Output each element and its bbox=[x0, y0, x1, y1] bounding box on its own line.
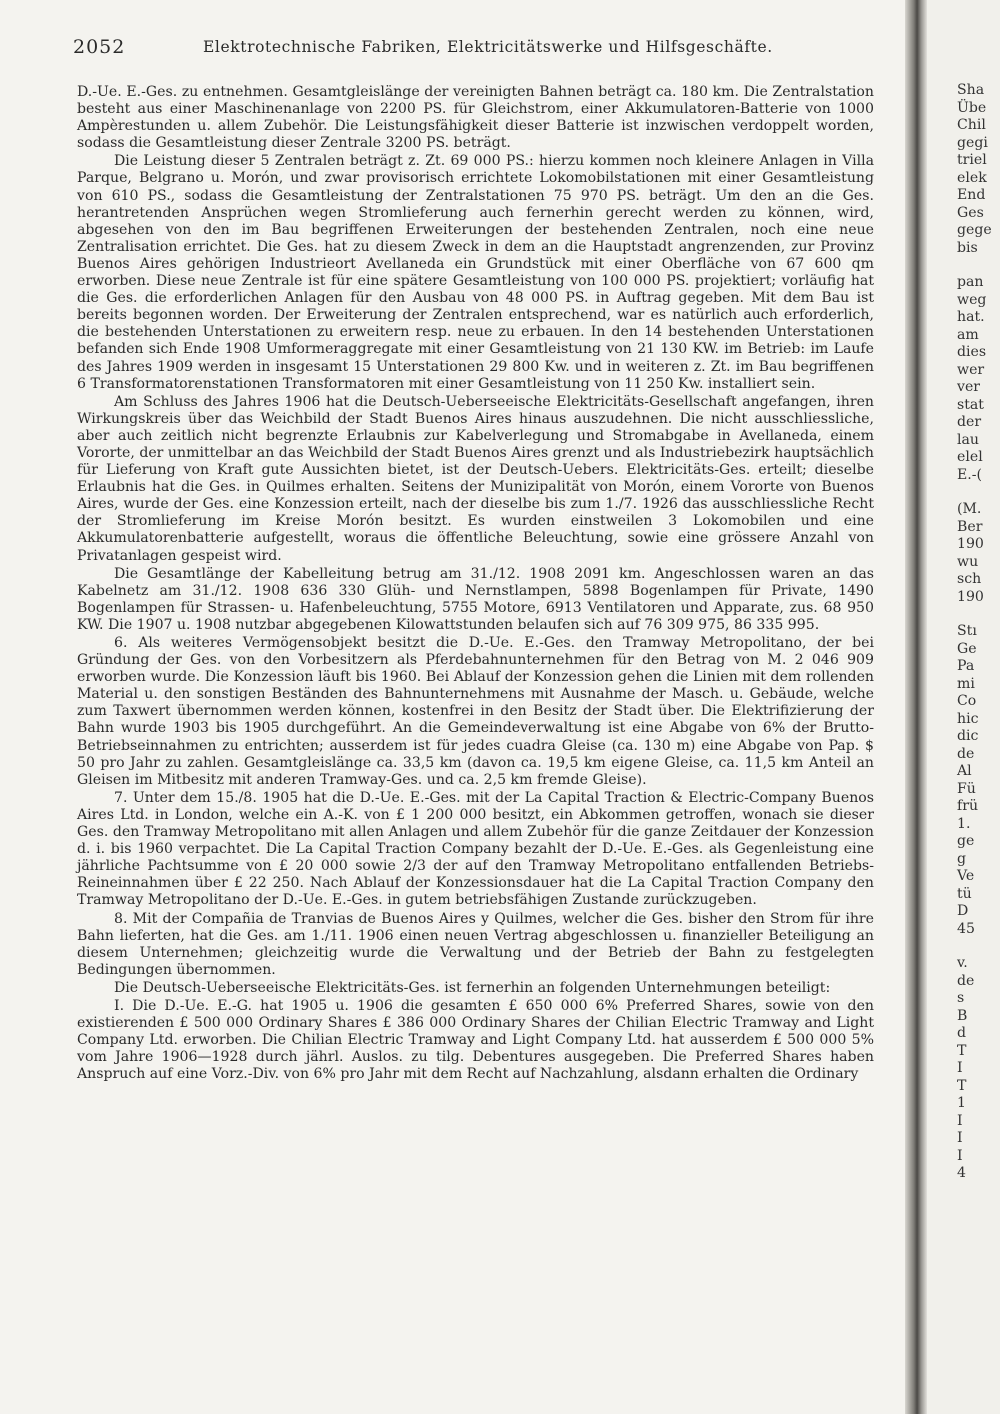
adjacent-page-fragment: Ve bbox=[957, 868, 975, 884]
adjacent-page-fragment: Ges bbox=[957, 204, 984, 221]
paragraph-8: Die Deutsch-Ueberseeische Elektricitäts-Ges. ist fernerhin an folgenden Unternehmungen beteiligt: bbox=[114, 979, 831, 996]
adjacent-page-fragment: tü bbox=[957, 885, 972, 902]
adjacent-page-fragment: ge bbox=[957, 833, 975, 849]
adjacent-page-fragment: 190 bbox=[957, 536, 984, 552]
running-head: Elektrotechnische Fabriken, Elektricitätswerke und Hilfsgeschäfte. bbox=[203, 38, 773, 56]
adjacent-page-fragment: 1. bbox=[957, 815, 971, 832]
adjacent-page-fragment: hic bbox=[957, 710, 979, 727]
adjacent-page-fragment: mi bbox=[957, 675, 975, 692]
book-gutter bbox=[905, 0, 927, 1414]
adjacent-page-fragment: d bbox=[957, 1025, 967, 1041]
page-number: 2052 bbox=[73, 36, 126, 58]
paragraph-9: I. Die D.-Ue. E.-G. hat 1905 u. 1906 die gesamten £ 650 000 6% Preferred Shares, sowie von den existierenden £ 500 000 Ordinary Shares £ 386 000 Ordinary Shares der Chilian Electric Tramway and Light Company Ltd. erworben. Die Chilian Electric Tramway and Light Company Ltd. hat ausserdem £ 500 000 5% vom Jahre 1906—1928 durch jährl. Auslos. zu tilg. Debentures ausgegeben. Die Preferred Shares haben Anspruch auf eine Vorz.-Div. von 6% pro Jahr mit dem Recht auf Nachzahlung, alsdann erhalten die Ordinary bbox=[77, 997, 874, 1083]
adjacent-page-fragment: de bbox=[957, 745, 975, 762]
adjacent-page-fragment: I bbox=[957, 1060, 963, 1076]
adjacent-page-fragment: sch bbox=[957, 571, 982, 587]
adjacent-page-fragment: pan bbox=[957, 274, 984, 290]
adjacent-page-fragment: 45 bbox=[957, 920, 975, 937]
adjacent-page-fragment: Sha bbox=[957, 82, 985, 98]
adjacent-page-fragment: Fü bbox=[957, 780, 976, 797]
adjacent-page-edge bbox=[927, 0, 1000, 1414]
adjacent-page-fragment: g bbox=[957, 850, 967, 867]
adjacent-page-fragment: Co bbox=[957, 693, 977, 709]
adjacent-page-fragment: weg bbox=[957, 291, 987, 308]
adjacent-page-fragment: gegi bbox=[957, 134, 988, 151]
adjacent-page-fragment: bis bbox=[957, 239, 978, 256]
adjacent-page-fragment: gege bbox=[957, 222, 992, 238]
adjacent-page-fragment: am bbox=[957, 326, 979, 343]
paragraph-5: 6. Als weiteres Vermögensobjekt besitzt die D.-Ue. E.-Ges. den Tramway Metropolitano, der bei Gründung der Ges. von den Vorbesitzern als Pferdebahnunternehmen für den Betrag von M. 2 046 909 erworben wurde. Die Konzession läuft bis 1960. Bei Ablauf der Konzession gehen die Linien mit dem rollenden Material u. den sonstigen Beständen des Bahnunternehmens mit Ausnahme der Masch. u. Gebäude, welche zum Taxwert übernommen werden können, kostenfrei in den Besitz der Stadt über. Die Elektrifizierung der Bahn wurde 1903 bis 1905 durchgeführt. An die Gemeindeverwaltung ist eine Abgabe von 6% der Brutto-Betriebseinnahmen zu entrichten; ausserdem ist für jedes cuadra Gleise (ca. 130 m) eine Abgabe von Pap. $ 50 pro Jahr zu zahlen. Gesamtgleislänge ca. 33,5 km (davon ca. 19,5 km eigene Gleise, ca. 11,5 km Anteil an Gleisen im Mitbesitz mit anderen Tramway-Ges. und ca. 2,5 km fremde Gleise). bbox=[77, 635, 874, 788]
adjacent-page-fragment: dies bbox=[957, 344, 987, 360]
adjacent-page-fragment: Al bbox=[957, 763, 972, 779]
adjacent-page-fragment: wu bbox=[957, 553, 979, 570]
adjacent-page-fragment: Übe bbox=[957, 99, 987, 116]
paragraph-3: Am Schluss des Jahres 1906 hat die Deutsch-Ueberseeische Elektricitäts-Gesellschaft angefangen, ihren Wirkungskreis über das Weichbild der Stadt Buenos Aires hinaus auszudehnen. Die nicht ausschliessliche, aber auch zeitlich nicht begrenzte Erlaubnis zur Kabelverlegung und Stromabgabe in Avellaneda, einem Vororte, der unmittelbar an das Weichbild der Stadt Buenos Aires grenzt und als Industriebezirk hauptsächlich für Lieferung von Kraft gute Aussichten bietet, ist der Deutsch-Uebers. Elektricitäts-Ges. erteilt; dieselbe Erlaubnis hat die Ges. in Quilmes erhalten. Seitens der Munizipalität von Morón, einem Vororte von Buenos Aires, wurde der Ges. eine Konzession erteilt, nach der dieselbe bis zum 1./7. 1926 das ausschliessliche Recht der Stromlieferung im Kreise Morón besitzt. Es wurden einstweilen 3 Lokomobilen und eine Akkumulatorenbatterie aufgestellt, woraus die öffentliche Beleuchtung, sowie eine grössere Anzahl von Privatanlagen gespeist wird. bbox=[77, 393, 874, 564]
adjacent-page-fragment: ver bbox=[957, 379, 981, 395]
adjacent-page-fragment: Stı bbox=[957, 623, 977, 639]
adjacent-page-fragment: I bbox=[957, 1130, 963, 1146]
paragraph-7: 8. Mit der Compañia de Tranvias de Buenos Aires y Quilmes, welcher die Ges. bisher den Strom für ihre Bahn lieferten, hat die Ges. am 1./11. 1906 einen neuen Vertrag abgeschlossen u. finanzieller Beteiligung an diesem Unternehmen; gleichzeitig wurde die Verwaltung und der Betrieb der Bahn zu festgelegten Bedingungen übernommen. bbox=[77, 910, 874, 978]
page-header bbox=[73, 36, 873, 58]
adjacent-page-fragment: dic bbox=[957, 728, 979, 744]
adjacent-page-fragment: I bbox=[957, 1147, 963, 1164]
paragraph-4: Die Gesamtlänge der Kabelleitung betrug am 31./12. 1908 2091 km. Angeschlossen waren an das Kabelnetz am 31./12. 1908 636 330 Glüh- und Nernstlampen, 5898 Bogenlampen für Private, 1490 Bogenlampen für Strassen- u. Hafenbeleuchtung, 5755 Motore, 6913 Ventilatoren und Apparate, zus. 68 950 KW. Die 1907 u. 1908 nutzbar abgegebenen Kilowattstunden belaufen sich auf 76 309 975, 86 335 995. bbox=[77, 565, 874, 633]
adjacent-page-fragment: Pa bbox=[957, 658, 975, 674]
adjacent-page-fragment: der bbox=[957, 414, 982, 430]
adjacent-page-fragment: B bbox=[957, 1007, 968, 1024]
paragraph-6: 7. Unter dem 15./8. 1905 hat die D.-Ue. E.-Ges. mit der La Capital Traction & Electric-Company Buenos Aires Ltd. in London, welche ein A.-K. von £ 1 200 000 besitzt, ein Abkommen getroffen, wonach sie dieser Ges. den Tramway Metropolitano mit allen Anlagen und allem Zubehör für die ganze Zeitdauer der Konzession d. i. bis 1960 verpachtet. Die La Capital Traction Company bezahlt der D.-Ue. E.-Ges. als Gegenleistung eine jährliche Pachtsumme von £ 20 000 sowie 2/3 der auf den Tramway Metropolitano entfallenden Betriebs-Reineinnahmen über £ 22 250. Nach Ablauf der Konzessionsdauer hat die La Capital Traction Company den Tramway Metropolitano der D.-Ue. E.-Ges. in gutem betriebsfähigen Zustande zurückzugeben. bbox=[77, 789, 874, 909]
adjacent-page-fragment: stat bbox=[957, 396, 984, 413]
adjacent-page-fragment: lau bbox=[957, 431, 979, 448]
adjacent-page-fragment: elel bbox=[957, 449, 983, 465]
adjacent-page-fragment: D bbox=[957, 903, 969, 919]
adjacent-page-fragment: triel bbox=[957, 152, 987, 168]
adjacent-page-fragment: 190 bbox=[957, 588, 984, 605]
adjacent-page-fragment: End bbox=[957, 187, 986, 203]
adjacent-page-fragment: wer bbox=[957, 361, 985, 378]
adjacent-page-fragment: (M. bbox=[957, 501, 982, 517]
main-text-column bbox=[77, 84, 874, 1084]
adjacent-page-fragment: T bbox=[957, 1077, 967, 1094]
adjacent-page-fragment: s bbox=[957, 990, 965, 1006]
adjacent-page-fragment: I bbox=[957, 1112, 963, 1129]
adjacent-page-fragment: Chil bbox=[957, 117, 986, 133]
adjacent-page-fragment: hat. bbox=[957, 309, 985, 325]
adjacent-page-fragment: Ge bbox=[957, 640, 977, 657]
adjacent-page-fragment: 4 bbox=[957, 1165, 966, 1181]
adjacent-page-fragment: elek bbox=[957, 169, 987, 186]
adjacent-page-fragment: frü bbox=[957, 798, 979, 814]
paragraph-2: Die Leistung dieser 5 Zentralen beträgt z. Zt. 69 000 PS.: hierzu kommen noch kleinere Anlagen in Villa Parque, Belgrano u. Morón, und zwar provisorisch errichtete Lokomobilstationen mit einer Gesamtleistung von 610 PS., sodass die Gesamtleistung der Zentralstationen 75 970 PS. beträgt. Um den an die Ges. herantretenden Ansprüchen wegen Stromlieferung auch fernerhin gerecht werden zu können, wird, abgesehen von den im Bau begriffenen Erweiterungen der bestehenden Zentralen, noch eine neue Zentralisation errichtet. Die Ges. hat zu diesem Zweck in dem an die Hauptstadt angrenzenden, zur Provinz Buenos Aires gehörigen Industrieort Avellaneda ein Grundstück mit einer Oberfläche von 67 600 qm erworben. Diese neue Zentrale ist für eine spätere Gesamtleistung von 100 000 PS. projektiert; vorläufig hat die Ges. die erforderlichen Anlagen für den Ausbau von 48 000 PS. in Auftrag gegeben. Mit dem Bau ist bereits begonnen worden. Der Erweiterung der Zentralen entsprechend, war es natürlich auch erforderlich, die bestehenden Unterstationen zu erweitern resp. neue zu erbauen. In den 14 bestehenden Unterstationen befanden sich Ende 1908 Umformeraggregate mit einer Gesamtleistung von 21 130 KW. im Betrieb: im Laufe des Jahres 1909 werden in insgesamt 15 Unterstationen 29 800 Kw. und in weiteren z. Zt. im Bau begriffenen 6 Transformatorenstationen Transformatoren mit einer Gesamtleistung von 11 250 Kw. installiert sein. bbox=[77, 153, 874, 392]
adjacent-page-fragment: Ber bbox=[957, 518, 983, 535]
adjacent-page-fragment: 1 bbox=[957, 1095, 966, 1111]
adjacent-page-fragment: de bbox=[957, 972, 975, 989]
adjacent-page-fragment: E.-( bbox=[957, 466, 983, 483]
paragraph-1: D.-Ue. E.-Ges. zu entnehmen. Gesamtgleislänge der vereinigten Bahnen beträgt ca. 180 km. Die Zentralstation besteht aus einer Maschinenanlage von 2200 PS. für Gleichstrom, einer Akkumulatoren-Batterie von 1000 Ampèrestunden u. allem Zubehör. Die Leistungsfähigkeit dieser Batterie ist inzwischen verdoppelt worden, sodass die Gesamtleistung dieser Zentrale 3200 PS. beträgt. bbox=[77, 84, 874, 152]
adjacent-page-fragment: v. bbox=[957, 955, 968, 971]
adjacent-page-fragment: T bbox=[957, 1042, 967, 1059]
